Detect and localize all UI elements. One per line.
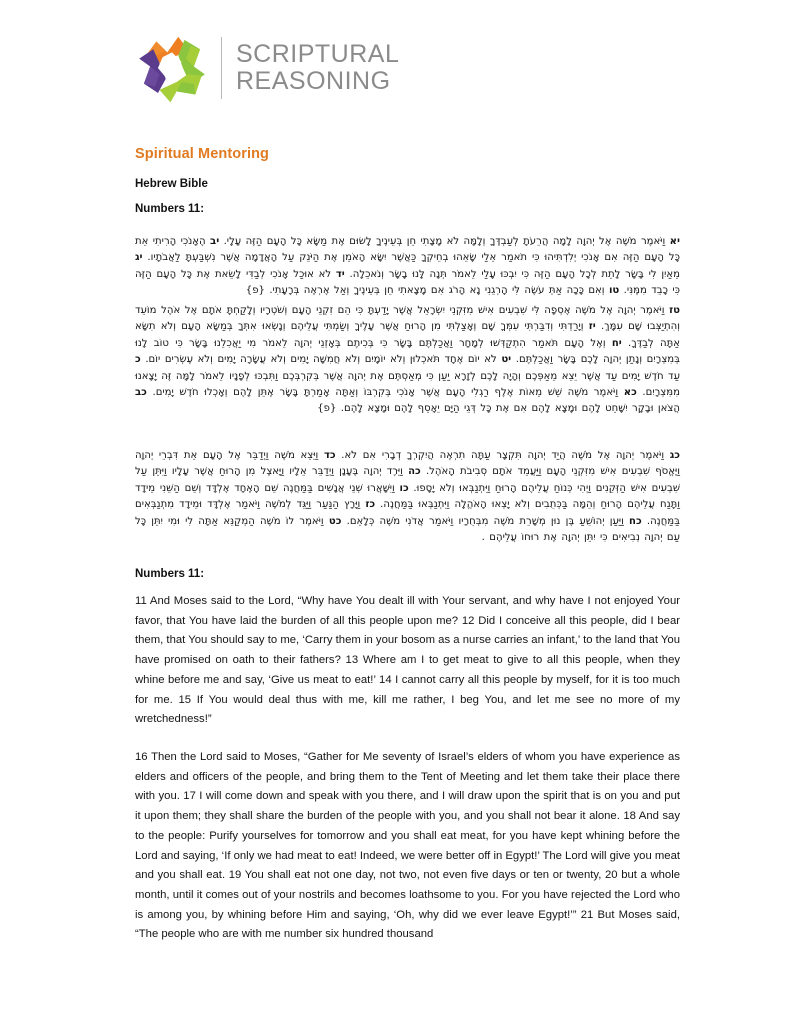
- hebrew-verse-text: לֹא אוּכַל אָנֹכִי לְבַדִּי לָשֵׂאת אֶת כָּל הָעָם הַזֶּה כִּי כָבֵד מִמֶּנִּי.: [135, 268, 680, 297]
- hebrew-verse-number: יג: [135, 252, 143, 264]
- hebrew-verse-number: יח: [611, 337, 622, 349]
- hebrew-verse-number: טז: [669, 305, 680, 316]
- hebrew-verse-text: וְאֶל הָעָם תֹּאמַר הִתְקַדְּשׁוּ לְמָחָר וַאֲכַלְתֶּם בָּשָׂר כִּי בְּכִיתֶם בְּאָזְנֵי יְהוָה לֵאמֹר מִי יַאֲכִלֵנוּ בָּשָׂר כִּי טוֹב לָנוּ בְּמִצְרָיִם וְנָתַן יְהוָה לָכֶם בָּשָׂר וַאֲכַלְתֶּם.: [135, 337, 680, 366]
- hebrew-verse-number: כג: [669, 450, 680, 461]
- logo-divider: [221, 37, 222, 99]
- section-heading-hebrew: Numbers 11:: [135, 203, 205, 215]
- hebrew-verse-text: וַיַּעַן יְהוֹשֻׁעַ בֶּן נוּן מְשָׁרֵת מֹשֶׁה מִבְּחֻרָיו וַיֹּאמַר אֲדֹנִי מֹשֶׁה כְּלָאֵם.: [341, 515, 630, 527]
- hebrew-verse-number: יב: [210, 236, 220, 247]
- page-title: Spiritual Mentoring: [135, 146, 270, 162]
- hebrew-verse-text: וַיֵּרֶד יְהוָה בֶּעָנָן וַיְדַבֵּר אֵלָיו וַיָּאצֶל מִן הָרוּחַ אֲשֶׁר עָלָיו וַיִּתֵּן עַל שִׁבְעִים אִישׁ הַזְּקֵנִים וַיְהִי כְּנוֹחַ עֲלֵיהֶם הָרוּחַ וַיִּתְנַבְּאוּ וְלֹא יָסָפוּ.: [135, 466, 680, 494]
- hebrew-verse-text: וַיֹּאמֶר מֹשֶׁה אֶל יְהוָה לָמָה הֲרֵעֹתָ לְעַבְדֶּךָ וְלָמָּה לֹא מָצָתִי חֵן בְּעֵינֶיךָ לָשׂוּם אֶת מַשָּׂא כָּל הָעָם הַזֶּה עָלָי.: [219, 236, 670, 247]
- hebrew-verse-text: וַיֹּאמֶר יְהוָה אֶל מֹשֶׁה אֶסְפָה לִּי שִׁבְעִים אִישׁ מִזִּקְנֵי יִשְׂרָאֵל אֲשֶׁר יָדַעְתָּ כִּי הֵם זִקְנֵי הָעָם וְשֹׁטְרָיו וְלָקַחְתָּ אֹתָם אֶל אֹהֶל מוֹעֵד וְהִתְיַצְּבוּ שָׁם עִמָּךְ.: [135, 305, 680, 333]
- hebrew-verse-text: וַיֵּצֵא מֹשֶׁה וַיְדַבֵּר אֶל הָעָם אֵת דִּבְרֵי יְהוָה וַיֶּאֱסֹף שִׁבְעִים אִישׁ מִזִּקְנֵי הָעָם וַיַּעֲמֵד אֹתָם סְבִיבֹת הָאֹהֶל.: [135, 450, 680, 478]
- hebrew-passage-3: [135, 448, 680, 559]
- logo-wordmark: [236, 41, 399, 95]
- hebrew-passage-2: [135, 303, 680, 431]
- hebrew-passage-1: [135, 234, 680, 313]
- wordmark-line-2: REASONING: [236, 67, 391, 95]
- section-heading-english: Numbers 11:: [135, 568, 205, 580]
- brand-header: [133, 28, 399, 108]
- hebrew-paragraph: [135, 234, 680, 300]
- english-paragraph: 16 Then the Lord said to Moses, “Gather for Me seventy of Israel’s elders of whom you have experience as elders and officers of the people, and bring them to the Tent of Meeting and let them take their place there with you. 17 I will come down and speak with you there, and I will draw upon the spirit that is on you and put it upon them; they shall share the burden of the people with you, and you shall not bear it alone. 18 And say to the people: Purify yourselves for tomorrow and you shall eat meat, for you have kept whining before the Lord and saying, ‘If only we had meat to eat! Indeed, we were better off in Egypt!’ The Lord will give you meat and you shall eat. 19 You shall eat not one day, not two, not even five days or ten or twenty, 20 but a whole month, until it comes out of your nostrils and becomes loathsome to you. For you have rejected the Lord who is among you, by whining before Him and saying, ‘Oh, why did we ever leave Egypt!’” 21 But Moses said, “The people who are with me number six hundred thousand: [135, 751, 680, 941]
- hebrew-verse-text: וְיָרַדְתִּי וְדִבַּרְתִּי עִמְּךָ שָׁם וְאָצַלְתִּי מִן הָרוּחַ אֲשֶׁר עָלֶיךָ וְשַׂמְתִּי עֲלֵיהֶם וְנָשְׂאוּ אִתְּךָ בְּמַשָּׂא הָעָם וְלֹא תִשָּׂא אַתָּה לְבַדֶּךָ.: [135, 321, 680, 349]
- hebrew-verse-text: וַיִּשָּׁאֲרוּ שְׁנֵי אֲנָשִׁים בַּמַּחֲנֶה שֵׁם הָאֶחָד אֶלְדָּד וְשֵׁם הַשֵּׁנִי מֵידָד וַתָּנַח עֲלֵיהֶם הָרוּחַ וְהֵמָּה בַּכְּתֻבִים וְלֹא יָצְאוּ הָאֹהֱלָה וַיִּתְנַבְּאוּ בַּמַּחֲנֶה.: [135, 482, 680, 511]
- hebrew-verse-number: כא: [623, 387, 637, 399]
- hebrew-verse-text: הֶאָנֹכִי הָרִיתִי אֵת כָּל הָעָם הַזֶּה אִם אָנֹכִי יְלִדְתִּיהוּ כִּי תֹאמַר אֵלַי שָׂאֵהוּ בְחֵיקְךָ כַּאֲשֶׁר יִשָּׂא הָאֹמֵן אֶת הַיֹּנֵק עַל הָאֲדָמָה אֲשֶׁר נִשְׁבַּעְתָּ לַאֲבֹתָיו.: [135, 236, 680, 264]
- hebrew-verse-number: טו: [608, 285, 620, 297]
- hebrew-paragraph: [135, 303, 680, 418]
- hebrew-verse-number: כז: [365, 499, 376, 511]
- document-subtitle: Hebrew Bible: [135, 178, 208, 190]
- hebrew-verse-text: הֲצֹאן וּבָקָר יִשָּׁחֵט לָהֶם וּמָצָא לָהֶם אִם אֶת כָּל דְּגֵי הַיָּם יֵאָסֵף לָהֶם וּמָצָא לָהֶם. {פ}: [317, 403, 680, 415]
- hebrew-paragraph: [135, 448, 680, 546]
- hebrew-verse-number: יד: [335, 268, 345, 280]
- hebrew-verse-number: יט: [501, 354, 512, 366]
- hebrew-verse-text: עַד חֹדֶשׁ יָמִים עַד אֲשֶׁר יֵצֵא מֵאַפְּכֶם וְהָיָה לָכֶם לְזָרָא יַעַן כִּי מְאַסְתֶּם אֶת יְהוָה אֲשֶׁר בְּקִרְבְּכֶם וַתִּבְכּוּ לְפָנָיו לֵאמֹר לָמָּה זֶּה יָצָאנוּ מִמִּצְרָיִם.: [135, 370, 680, 399]
- hebrew-verse-number: כד: [323, 450, 336, 461]
- hebrew-verse-number: כו: [399, 482, 409, 494]
- hebrew-verse-text: וַיֹּאמֶר לוֹ מֹשֶׁה הַמְקַנֵּא אַתָּה לִי וּמִי יִתֵּן כָּל עַם יְהוָה נְבִיאִים כִּי יִתֵּן יְהוָה אֶת רוּחוֹ עֲלֵיהֶם .: [135, 515, 680, 544]
- hebrew-verse-number: כח: [629, 515, 642, 527]
- english-passage-1: [135, 592, 680, 730]
- english-paragraph: 11 And Moses said to the Lord, “Why have You dealt ill with Your servant, and why have I not enjoyed Your favor, that You have laid the burden of all this people upon me? 12 Did I conceive all this people, did I bear them, that You should say to me, ‘Carry them in your bosom as a nurse carries an infant,’ to the land that You have promised on oath to their fathers? 13 Where am I to get meat to give to all this people, when they whine before me and say, ‘Give us meat to eat!’ 14 I cannot carry all this people by myself, for it is too much for me. 15 If You would deal thus with me, kill me rather, I beg You, and let me see no more of my wretchedness!”: [135, 595, 680, 726]
- hebrew-verse-text: לֹא יוֹם אֶחָד תֹּאכְלוּן וְלֹא יוֹמָיִם וְלֹא חֲמִשָּׁה יָמִים וְלֹא עֲשָׂרָה יָמִים וְלֹא עֶשְׂרִים יוֹם.: [140, 354, 502, 366]
- hebrew-verse-number: כ: [135, 354, 141, 366]
- hebrew-verse-text: וַיֹּאמֶר מֹשֶׁה שֵׁשׁ מֵאוֹת אֶלֶף רַגְלִי הָעָם אֲשֶׁר אָנֹכִי בְּקִרְבּוֹ וְאַתָּה אָמַרְתָּ בָּשָׂר אֶתֵּן לָהֶם וְאָכְלוּ חֹדֶשׁ יָמִים.: [146, 387, 624, 399]
- hebrew-verse-text: וְאִם כָּכָה אַתְּ עֹשֶׂה לִּי הָרְגֵנִי נָא הָרֹג אִם מָצָאתִי חֵן בְּעֵינֶיךָ וְאַל אֶרְאֶה בְּרָעָתִי. {פ}: [245, 285, 609, 297]
- hebrew-verse-text: וַיֹּאמֶר יְהוָה אֶל מֹשֶׁה הֲיַד יְהוָה תִּקְצָר עַתָּה תִרְאֶה הֲיִקְרְךָ דְבָרִי אִם לֹא.: [335, 450, 670, 461]
- hebrew-verse-number: יז: [588, 321, 596, 333]
- hebrew-verse-text: מֵאַיִן לִי בָּשָׂר לָתֵת לְכָל הָעָם הַזֶּה כִּי יִבְכּוּ עָלַי לֵאמֹר תְּנָה לָּנוּ בָשָׂר וְנֹאכֵלָה.: [344, 268, 681, 280]
- hebrew-verse-text: וַיָּרָץ הַנַּעַר וַיַּגֵּד לְמֹשֶׁה וַיֹּאמַר אֶלְדָּד וּמֵידָד מִתְנַבְּאִים בַּמַּחֲנֶה.: [135, 499, 681, 527]
- wordmark-line-1: SCRIPTURAL: [236, 40, 400, 68]
- pinwheel-star-logo-icon: [133, 29, 211, 107]
- hebrew-verse-number: כב: [135, 387, 147, 399]
- hebrew-verse-number: כה: [408, 466, 421, 478]
- english-passage-2: [135, 748, 680, 945]
- hebrew-verse-number: יא: [669, 236, 680, 247]
- hebrew-verse-number: כט: [328, 515, 342, 527]
